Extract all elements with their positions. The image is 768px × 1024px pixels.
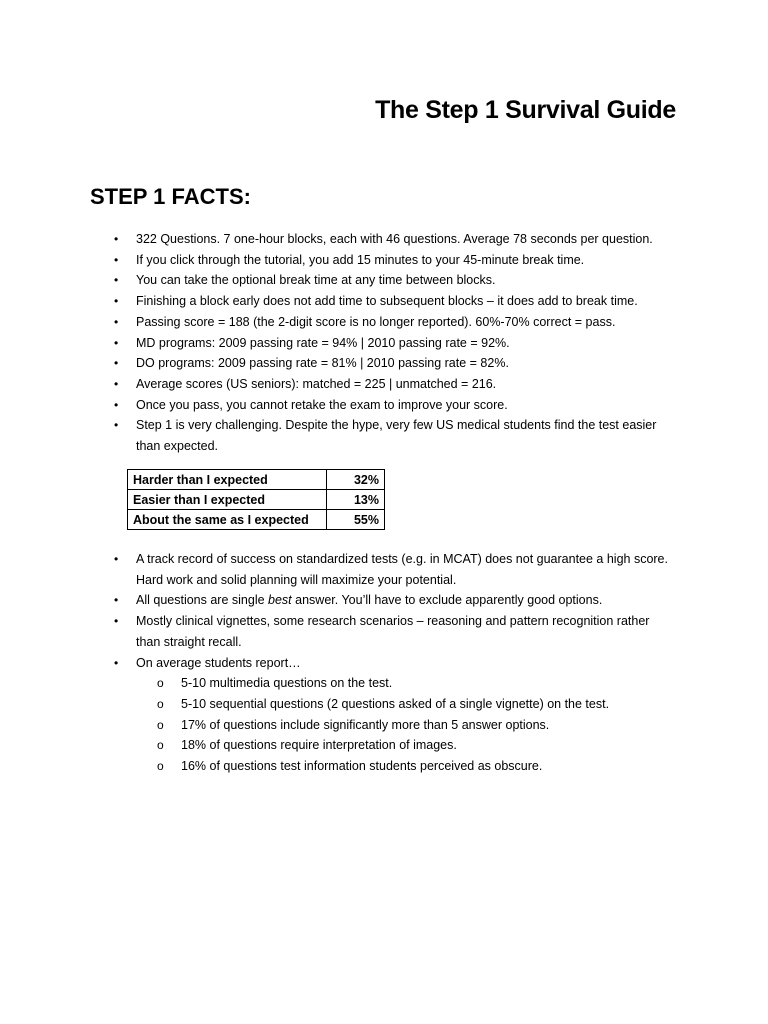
list-item-text: Once you pass, you cannot retake the exam to improve your score. [136, 397, 508, 412]
list-item [0, 229, 768, 250]
bullet-icon: • [114, 418, 119, 433]
list-item [0, 590, 768, 611]
sub-list-item-text: 16% of questions test information students perceived as obscure. [181, 759, 543, 774]
bullet-icon: • [114, 593, 119, 608]
table-cell-label: About the same as I expected [128, 510, 327, 530]
sub-list-container [0, 673, 768, 777]
list-item-text: Mostly clinical vignettes, some research scenarios – reasoning and pattern recognition rather [136, 614, 650, 629]
list-item-text-continued: than expected. [136, 439, 219, 454]
circle-bullet-icon: o [157, 738, 164, 753]
list-item [0, 333, 768, 354]
list-item [0, 549, 768, 590]
table-cell-value: 55% [327, 510, 385, 530]
bullet-icon: • [114, 397, 119, 412]
bullet-icon: • [114, 614, 119, 629]
sub-list-item-text: 18% of questions require interpretation of images. [181, 738, 457, 753]
list-item-text-tail: answer. You’ll have to exclude apparently good options. [291, 593, 603, 608]
section-heading: STEP 1 FACTS: [90, 184, 251, 209]
list-item-text: Passing score = 188 (the 2-digit score is no longer reported). 60%-70% correct = pass. [136, 314, 616, 329]
sub-list-item [0, 673, 678, 694]
survey-table [127, 469, 385, 530]
circle-bullet-icon: o [157, 717, 164, 732]
table-cell-value: 32% [327, 470, 385, 490]
list-item-text: 322 Questions. 7 one-hour blocks, each with 46 questions. Average 78 seconds per question. [136, 232, 653, 246]
sub-list-item [0, 735, 678, 756]
list-item [0, 312, 768, 333]
bullet-icon: • [114, 314, 119, 329]
circle-bullet-icon: o [157, 696, 164, 711]
sub-list-item [0, 756, 678, 777]
bullet-icon: • [114, 356, 119, 371]
bullet-icon: • [114, 294, 119, 309]
bullet-icon: • [114, 273, 119, 288]
list-item [0, 353, 768, 374]
list-item-text: On average students report… [136, 655, 301, 670]
list-item-text: A track record of success on standardized tests (e.g. in MCAT) does not guarantee a high score. [136, 552, 668, 566]
circle-bullet-icon: o [157, 676, 164, 691]
list-item-text: MD programs: 2009 passing rate = 94% | 2010 passing rate = 92%. [136, 335, 510, 350]
document-title: The Step 1 Survival Guide [375, 96, 676, 124]
sub-list-item [0, 694, 678, 715]
bullet-icon: • [114, 376, 119, 391]
table-row [128, 470, 385, 490]
sub-list-item [0, 715, 678, 736]
bullet-icon: • [114, 552, 119, 566]
list-item [0, 291, 768, 312]
sub-list [0, 673, 678, 777]
table-cell-label: Easier than I expected [128, 490, 327, 510]
table-row [128, 510, 385, 530]
table-cell-value: 13% [327, 490, 385, 510]
list-item-text: Step 1 is very challenging. Despite the hype, very few US medical students find the test easier [136, 418, 657, 433]
table-row [128, 490, 385, 510]
list-item-text-continued: than straight recall. [136, 634, 242, 649]
table-cell-label: Harder than I expected [128, 470, 327, 490]
list-item-text: Average scores (US seniors): matched = 225 | unmatched = 216. [136, 376, 497, 391]
sub-list-item-text: 5-10 sequential questions (2 questions asked of a single vignette) on the test. [181, 696, 610, 711]
facts-list [0, 229, 768, 457]
list-item-text-continued: Hard work and solid planning will maximize your potential. [136, 572, 457, 587]
list-item [0, 270, 768, 291]
list-item [0, 653, 768, 674]
list-item-text: All questions are single [136, 593, 269, 608]
list-item [0, 250, 768, 271]
bullet-icon: • [114, 335, 119, 350]
list-item-text: If you click through the tutorial, you add 15 minutes to your 45-minute break time. [136, 252, 585, 267]
facts-list-continued [0, 549, 768, 777]
list-item [0, 395, 768, 416]
list-item-text: You can take the optional break time at any time between blocks. [136, 273, 496, 288]
list-item [0, 415, 768, 456]
list-item-text: Finishing a block early does not add time to subsequent blocks – it does add to break time. [136, 294, 638, 309]
emphasis-text: best [268, 593, 292, 608]
circle-bullet-icon: o [157, 759, 164, 774]
bullet-icon: • [114, 252, 119, 267]
list-item [0, 611, 768, 652]
sub-list-item-text: 17% of questions include significantly more than 5 answer options. [181, 717, 550, 732]
sub-list-item-text: 5-10 multimedia questions on the test. [181, 676, 393, 691]
bullet-icon: • [114, 655, 119, 670]
list-item-text: DO programs: 2009 passing rate = 81% | 2010 passing rate = 82%. [136, 356, 509, 371]
list-item [0, 374, 768, 395]
bullet-icon: • [114, 232, 119, 246]
